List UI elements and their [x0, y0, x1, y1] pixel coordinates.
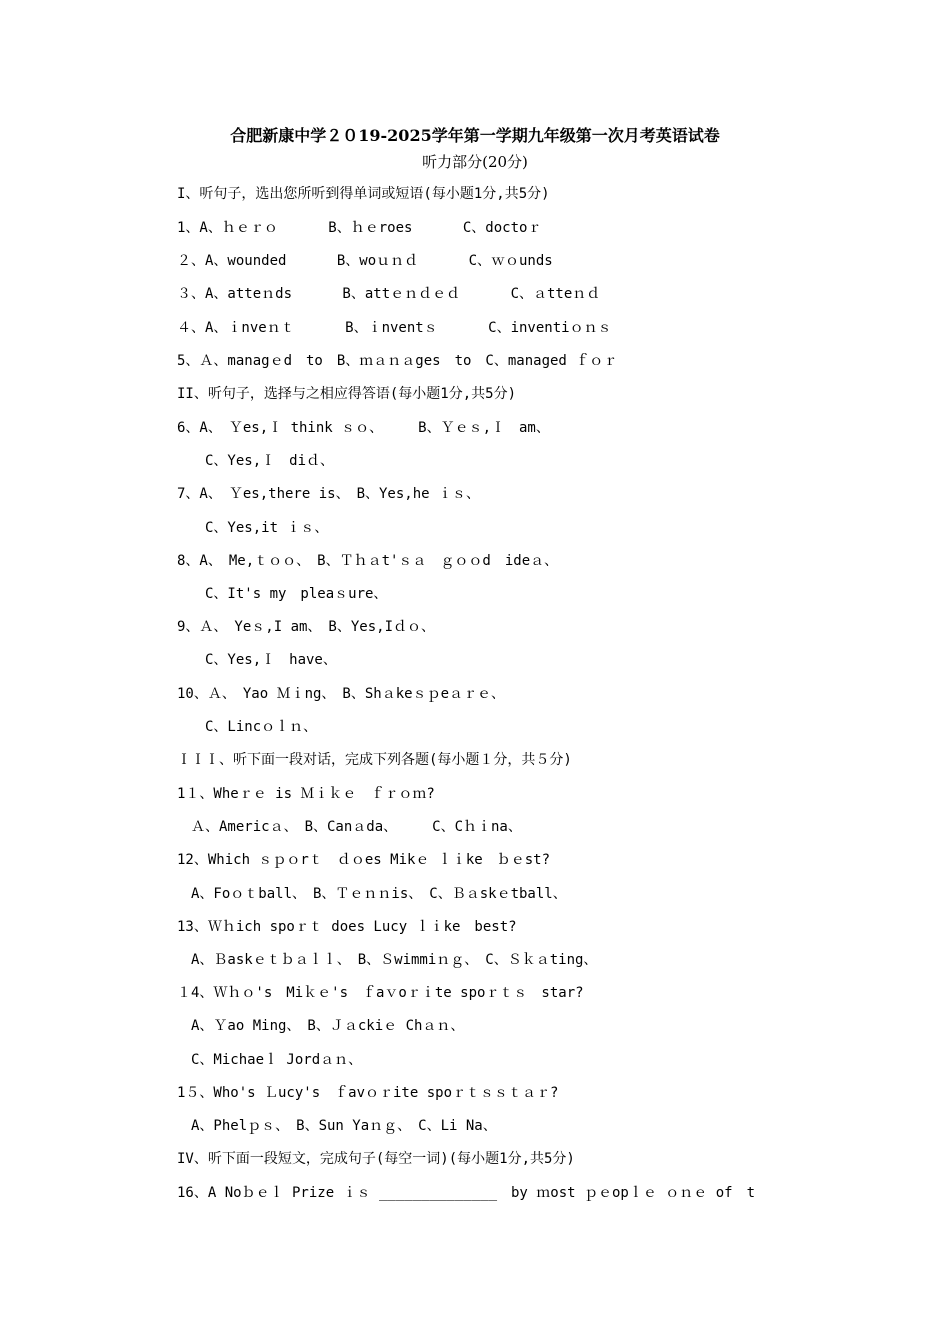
section-4-heading: IV、听下面一段短文，完成句子(每空一词)(每小题1分,共5分)	[177, 1151, 575, 1167]
question-13: 13、Ｗｈich spoｒｔ does Lucy ｌｉke best?	[177, 919, 517, 935]
question-9: 9、Ａ、 Yeｓ,I am、 B、Yes,Iｄｏ、	[177, 619, 436, 635]
question-1: 1、A、ｈｅｒｏ B、ｈｅroes C、doctoｒ	[177, 220, 542, 236]
question-14-options-ab: A、Ｙao Ming、 B、Ｊａckiｅ Chａｎ、	[177, 1018, 465, 1034]
section-2-heading: II、听句子，选择与之相应得答语(每小题1分,共5分)	[177, 386, 516, 402]
question-7: 7、A、 Ｙes,there is、 B、Yes,he ｉｓ、	[177, 486, 481, 502]
question-6-option-c: C、Yes,Ｉ diｄ、	[177, 453, 335, 469]
question-13-options: A、Ｂaskｅｔｂａｌｌ、 B、Ｓwimmiｎｇ、 C、Ｓｋａting、	[177, 952, 598, 968]
question-4: ４、A、ｉnveｎｔ B、ｉnventｓ C、inventiｏｎｓ	[177, 320, 612, 336]
question-14: １4、Ｗｈｏ's Miｋｅ's ｆaｖoｒｉte spoｒｔｓ star?	[177, 985, 584, 1001]
section-1-heading: I、听句子，选出您所听到得单词或短语(每小题1分,共5分)	[177, 186, 550, 202]
question-5: 5、Ａ、managｅd to B、ｍａｎａges to C、managed ｆｏｒ	[177, 353, 618, 369]
question-15-options: A、Phelｐｓ、 B、Sun Yaｎｇ、 C、Li Na、	[177, 1118, 497, 1134]
exam-title: 合肥新康中学２０19-2025学年第一学期九年级第一次月考英语试卷	[230, 126, 720, 145]
question-12: 12、Which ｓｐｏrｔ ｄｏes Mikｅ ｌｉke ｂｅst?	[177, 852, 551, 868]
question-15: 1５、Who's Ｌucy's ｆavｏｒite spoｒｔｓｓｔａｒ?	[177, 1085, 559, 1101]
question-11: 1１、Wheｒｅ is Ｍｉｋｅ ｆｒｏｍ?	[177, 786, 435, 802]
question-10-option-c: C、Lincｏｌｎ、	[177, 719, 318, 735]
question-10: 10、Ａ、 Yao Ｍｉng、 B、Shａkeｓｐeａｒｅ、	[177, 686, 506, 702]
question-16: 16、A Noｂｅｌ Prize ｉｓ ______________ by ｍost ｐｅopｌｅ ｏｎｅ of t	[177, 1185, 756, 1201]
question-7-option-c: C、Yes,it ｉｓ、	[177, 520, 329, 536]
question-11-options: Ａ、Americａ、 B、Canａda、 C、Cｈｉna、	[177, 819, 522, 835]
section-3-heading: ＩＩＩ、听下面一段对话，完成下列各题(每小题１分，共５分)	[177, 752, 572, 768]
question-6: 6、A、 Ｙes,Ｉ think ｓｏ、 B、Ｙｅｓ,Ｉ am、	[177, 420, 550, 436]
question-8: 8、A、 Me,ｔｏｏ、 B、Ｔｈａt'ｓａ ｇｏｏd ideａ、	[177, 553, 559, 569]
question-3: ３、A、atteｎds B、attｅｎｄｅｄ C、ａtteｎｄ	[177, 286, 601, 302]
listening-section-subtitle: 听力部分(20分)	[422, 153, 528, 171]
question-14-option-c: C、Michaeｌ Jordａｎ、	[177, 1052, 363, 1068]
question-2: ２、A、wounded B、woｕｎｄ C、ｗｏunds	[177, 253, 553, 269]
question-12-options: A、Foｏｔball、 B、Ｔｅｎｎis、 C、Ｂａskｅtball、	[177, 886, 567, 902]
question-9-option-c: C、Yes,Ｉ have、	[177, 652, 337, 668]
question-8-option-c: C、It's my pleaｓure、	[177, 586, 388, 602]
